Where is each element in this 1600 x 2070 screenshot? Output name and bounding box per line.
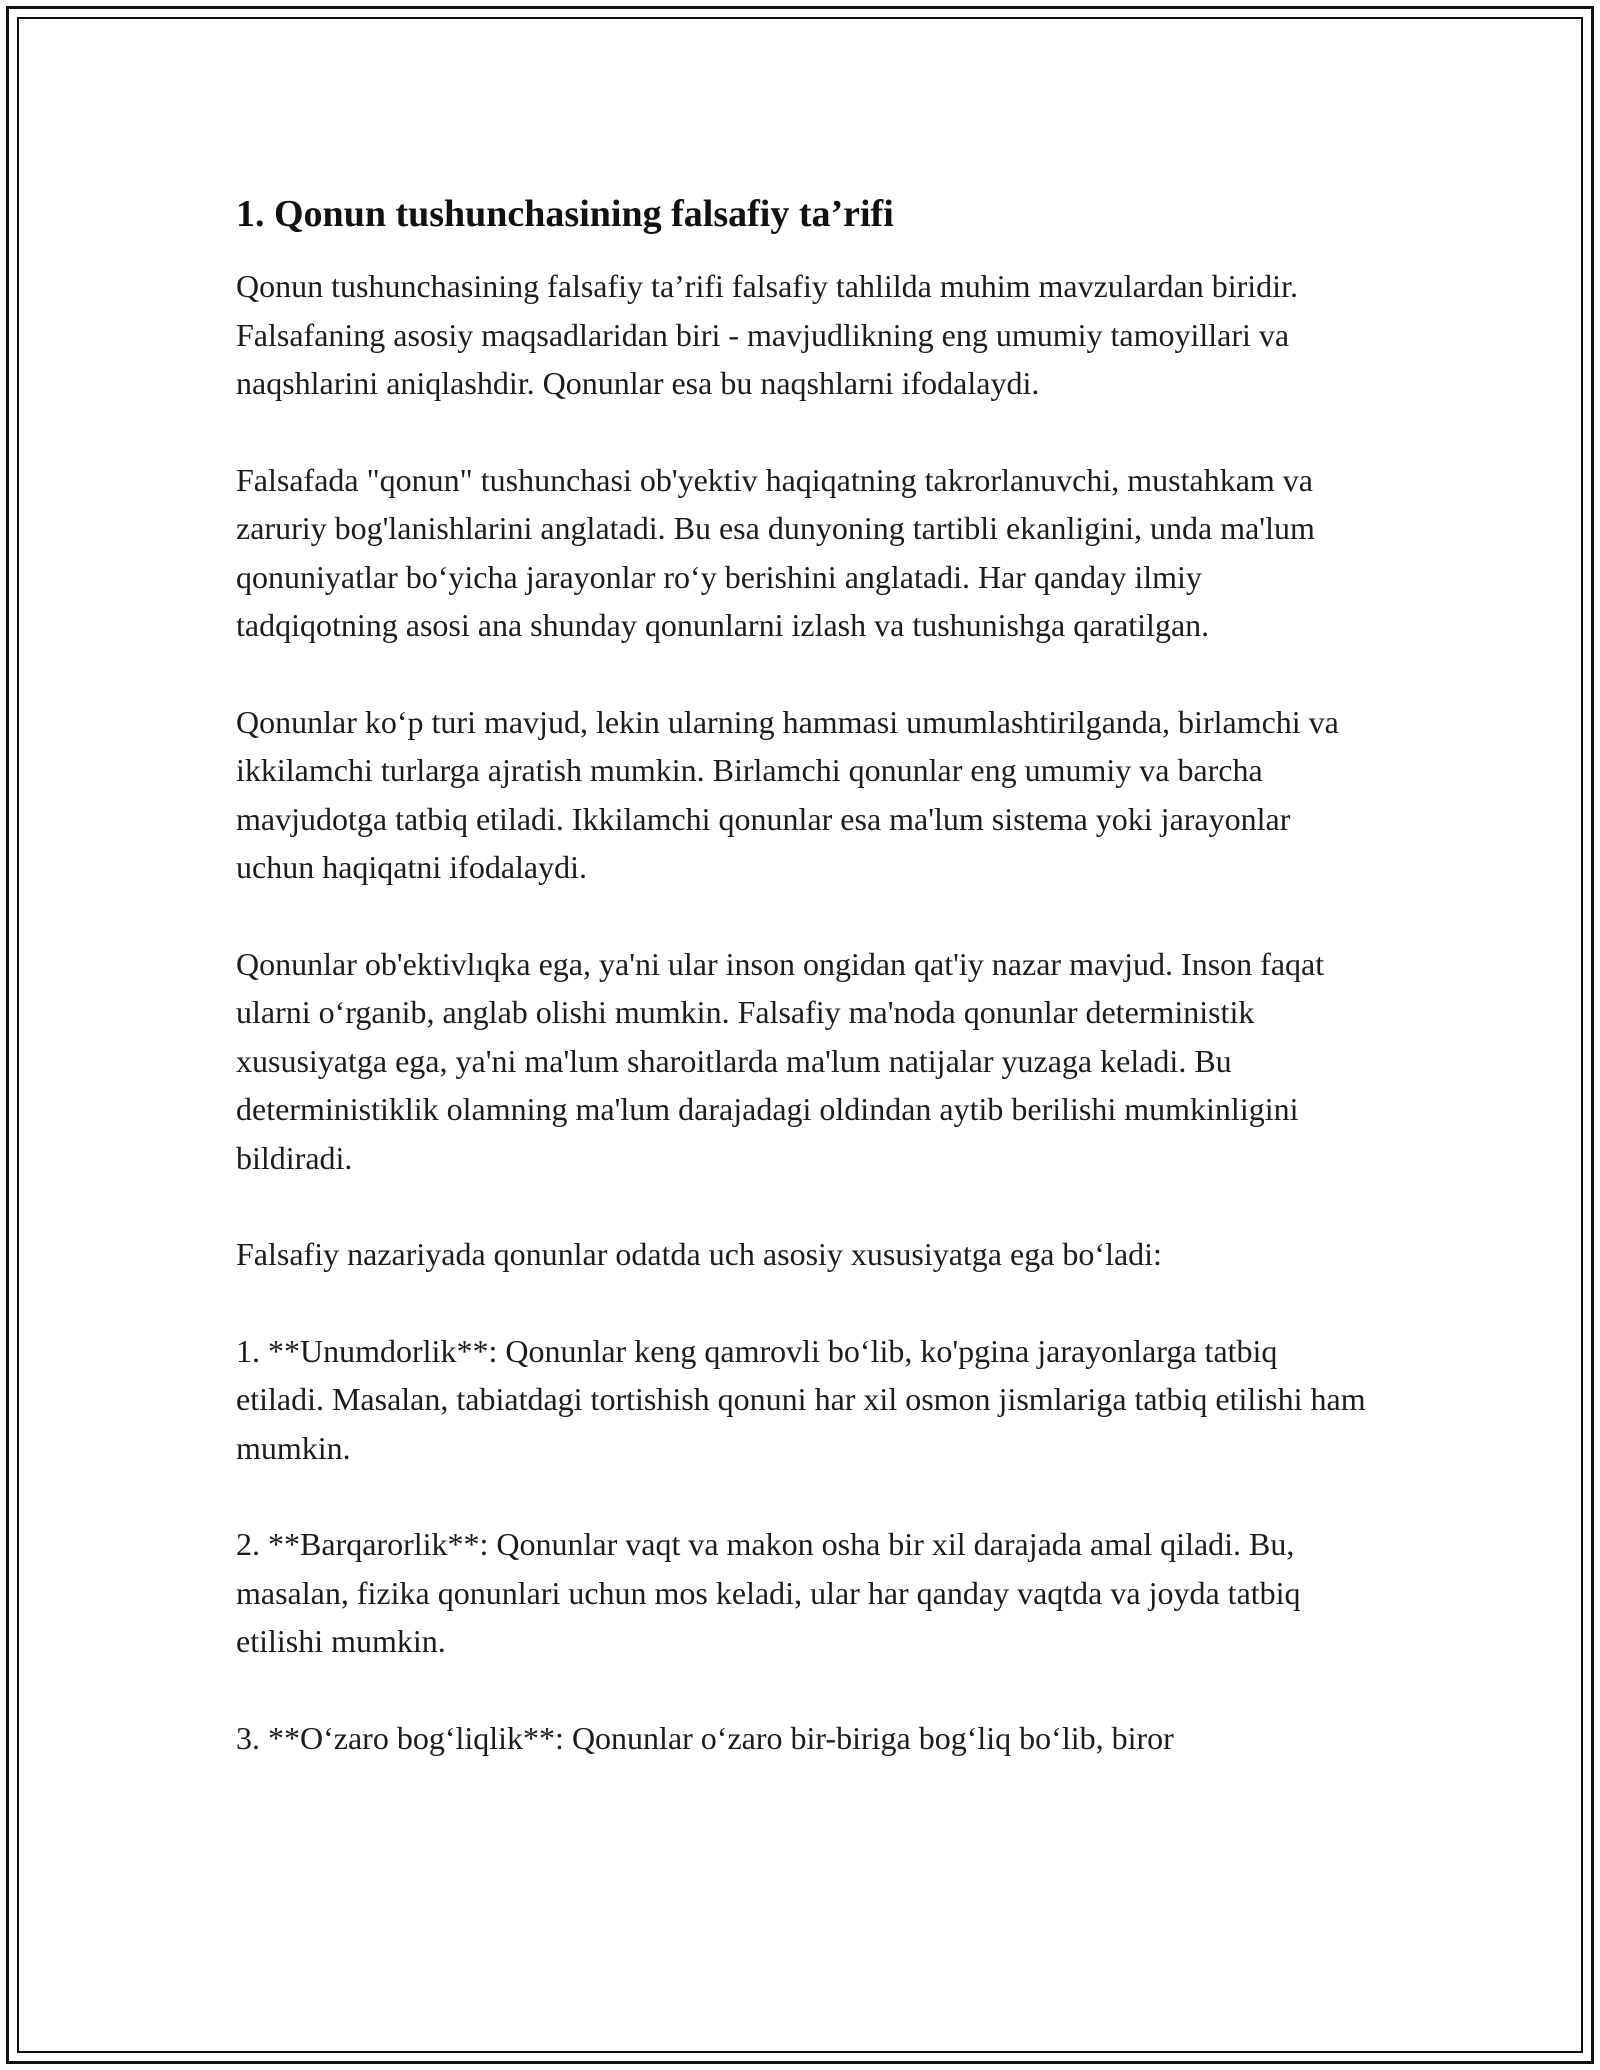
paragraph-law-types: Qonunlar koʻp turi mavjud, lekin ularning hammasi umumlashtirilganda, birlamchi va ikkilamchi turlarga ajratish mumkin. Birlamchi qonunlar eng umumiy va barcha mavjudotga tatbiq etiladi. Ikkilamchi qonunlar esa ma'lum sistema yoki jarayonlar uchun haqiqatni ifodalaydi.	[236, 703, 1339, 885]
paragraph-intro: Qonun tushunchasining falsafiy ta’rifi falsafiy tahlilda muhim mavzulardan biridir. Falsafaning asosiy maqsadlaridan biri - mavjudlikning eng umumiy tamoyillari va naqshlarini aniqlashdir. Qonunlar esa bu naqshlarni ifodalaydi.	[236, 268, 1298, 401]
paragraph-objectivity: Qonunlar ob'ektivlıqka ega, ya'ni ular inson ongidan qat'iy nazar mavjud. Inson faqat ularni oʻrganib, anglab olishi mumkin. Falsafiy ma'noda qonunlar deterministik xususiyatga ega, ya'ni ma'lum sharoitlarda ma'lum natijalar yuzaga keladi. Bu deterministiklik olamning ma'lum darajadagi oldindan aytib berilishi mumkinligini bildiradi.	[236, 945, 1325, 1176]
list-item-ozaro-bogliqlik: 3. **Oʻzaro bogʻliqlik**: Qonunlar oʻzaro bir-biriga bogʻliq boʻlib, biror	[236, 1719, 1174, 1756]
paragraph-law-concept: Falsafada "qonun" tushunchasi ob'yektiv haqiqatning takrorlanuvchi, mustahkam va zaruriy bog'lanishlarini anglatadi. Bu esa dunyoning tartibli ekanligini, unda ma'lum qonuniyatlar boʻyicha jarayonlar roʻy berishini anglatadi. Har qanday ilmiy tadqiqotning asosi ana shunday qonunlarni izlash va tushunishga qaratilgan.	[236, 461, 1315, 643]
list-item-barqarorlik: 2. **Barqarorlik**: Qonunlar vaqt va makon osha bir xil darajada amal qiladi. Bu, masalan, fizika qonunlari uchun mos keladi, ular har qanday vaqtda va joyda tatbiq etilishi mumkin.	[236, 1526, 1301, 1659]
paragraph-properties-intro: Falsafiy nazariyada qonunlar odatda uch asosiy xususiyatga ega boʻladi:	[236, 1236, 1162, 1272]
section-title: 1. Qonun tushunchasining falsafiy ta’rifi	[236, 193, 894, 235]
document-body	[236, 186, 1366, 1810]
list-item-unumdorlik: 1. **Unumdorlik**: Qonunlar keng qamrovli boʻlib, ko'pgina jarayonlarga tatbiq etiladi. Masalan, tabiatdagi tortishish qonuni har xil osmon jismlariga tatbiq etilishi ham mumkin.	[236, 1332, 1366, 1466]
